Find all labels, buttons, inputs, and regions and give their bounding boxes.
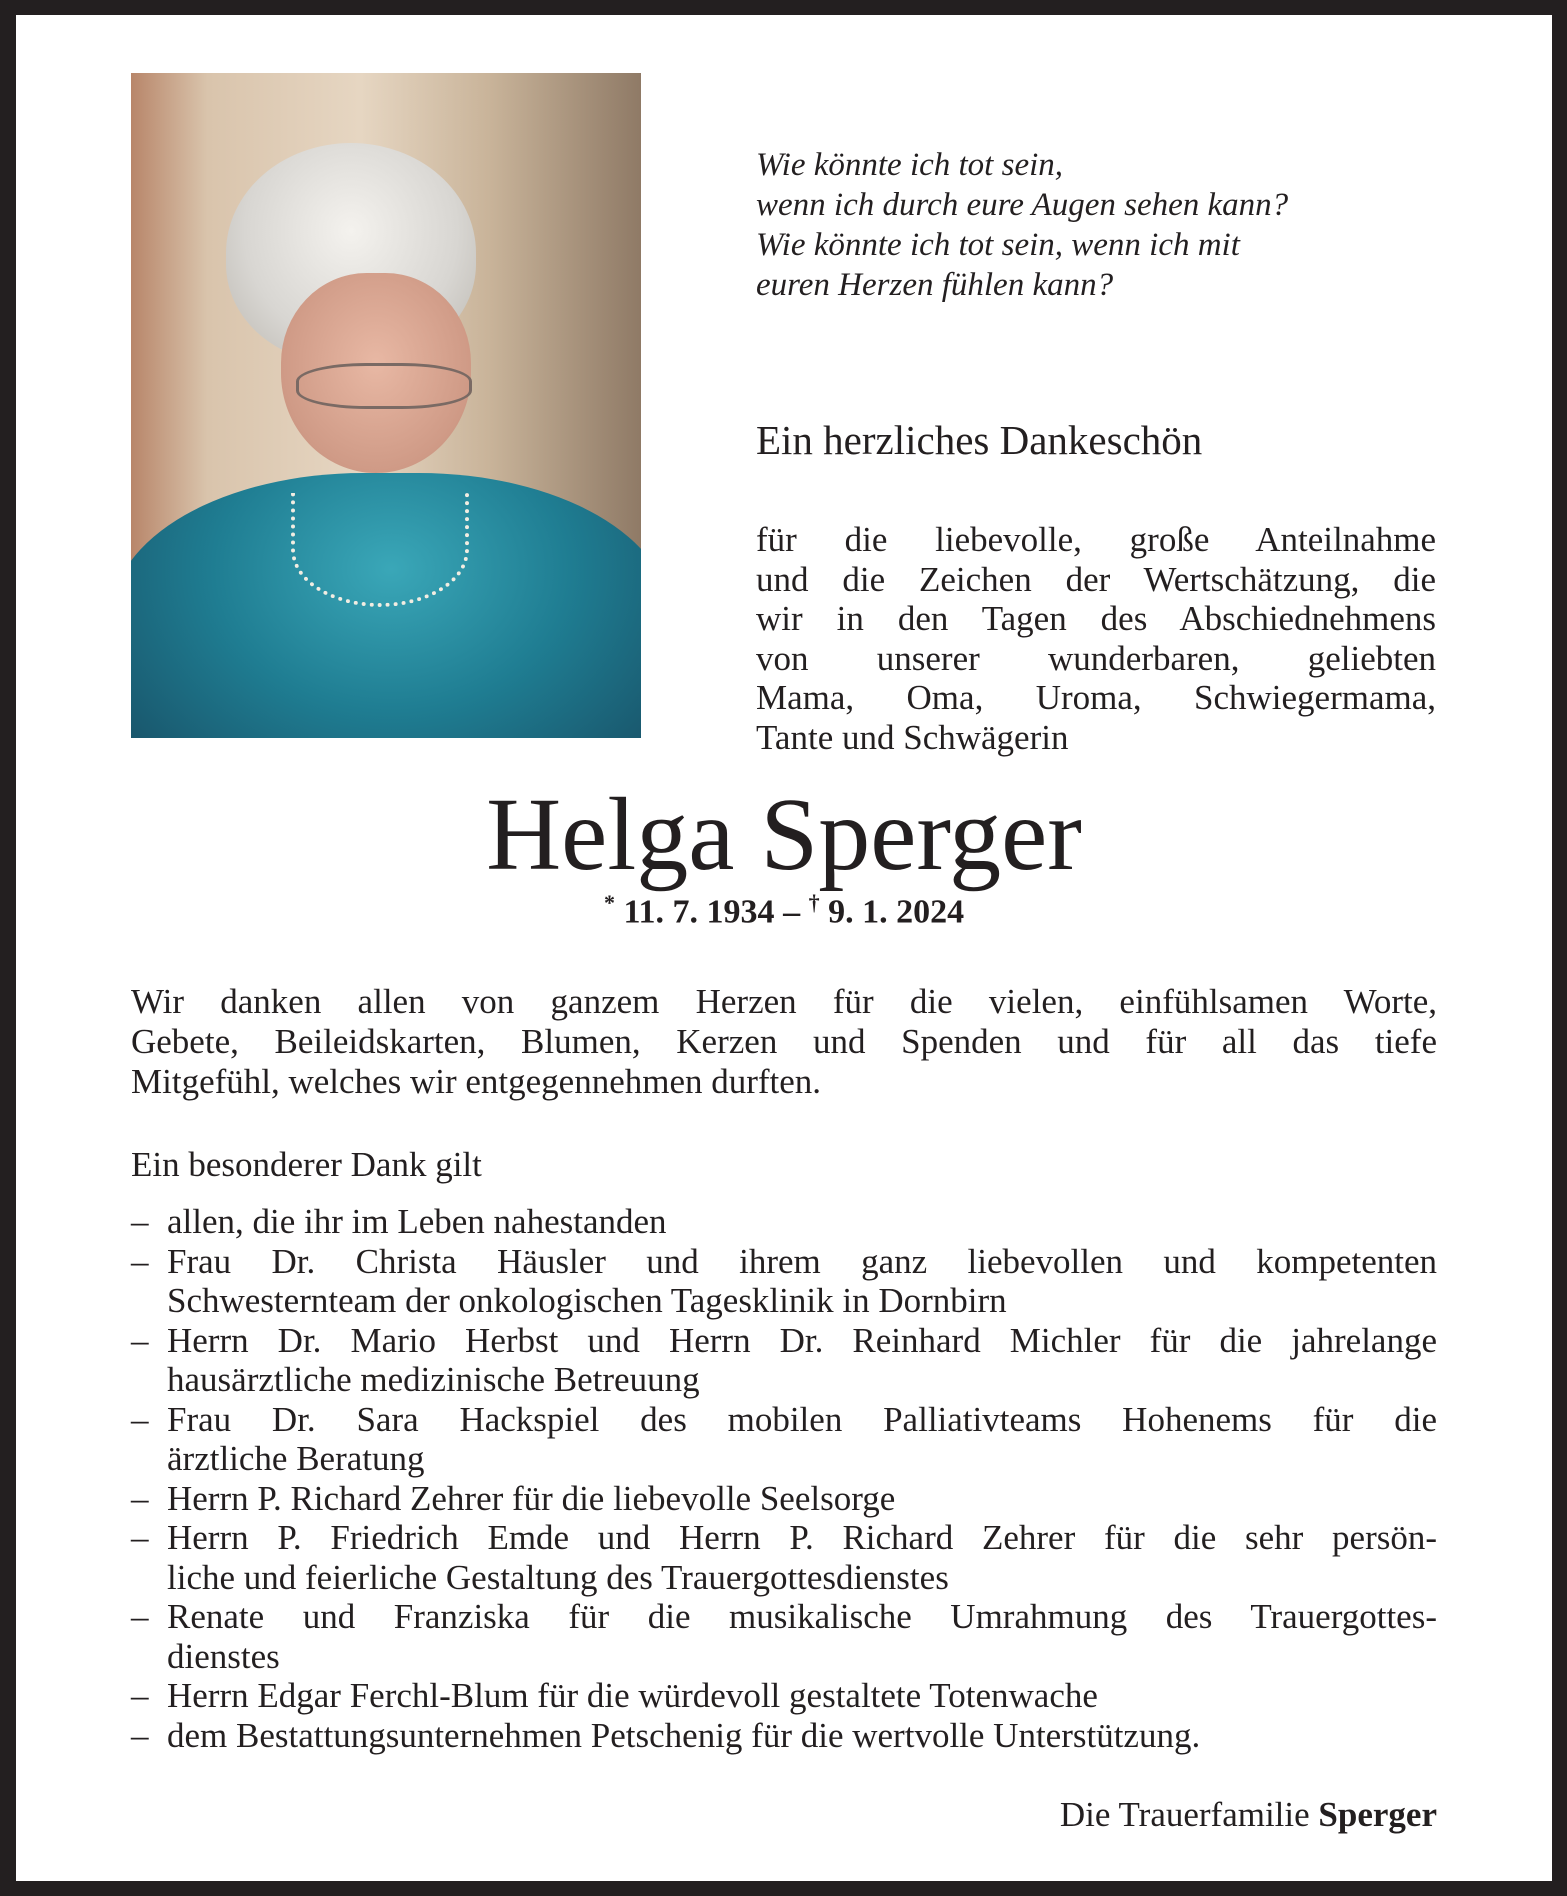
dash-bullet: –	[131, 1518, 149, 1557]
list-item-line: dienstes	[167, 1636, 280, 1676]
list-item-line: allen, die ihr im Leben nahestanden	[167, 1202, 667, 1241]
dash-bullet: –	[131, 1399, 149, 1439]
portrait-photo	[131, 73, 641, 738]
birth-date: 11. 7. 1934	[623, 893, 775, 931]
paragraph-line: Mama, Oma, Uroma, Schwiegermama,	[756, 678, 1436, 717]
dash-bullet: –	[131, 1478, 149, 1518]
list-item-line: Herrn Edgar Ferchl-Blum für die würdevoll gestaltete Totenwache	[167, 1676, 1098, 1715]
paragraph-line: von unserer wunderbaren, geliebten	[756, 638, 1436, 678]
list-item-line: Schwesternteam der onkologischen Tagesklinik in Dornbirn	[167, 1281, 1007, 1320]
list-item-line: hausärztliche medizinische Betreuung	[167, 1360, 700, 1399]
dash-bullet: –	[131, 1202, 149, 1241]
body-line: Wir danken allen von ganzem Herzen für die vielen, einfühlsamen Worte,	[131, 982, 1437, 1021]
thanks-paragraph	[756, 520, 1436, 757]
deceased-name: Helga Sperger	[486, 777, 1082, 892]
paragraph-line: Tante und Schwägerin	[756, 717, 1069, 757]
quote-line: wenn ich durch eure Augen sehen kann?	[756, 187, 1289, 223]
list-item	[131, 1321, 1437, 1400]
list-item-line: liche und feierliche Gestaltung des Trauergottesdienstes	[167, 1557, 949, 1597]
special-thanks-intro: Ein besonderer Dank gilt	[131, 1145, 482, 1184]
list-item-line: Renate und Franziska für die musikalische Umrahmung des Trauergottes-	[167, 1597, 1437, 1636]
list-item-line: dem Bestattungsunternehmen Petschenig für die wertvolle Unterstützung.	[167, 1715, 1201, 1755]
thanks-heading: Ein herzliches Dankeschön	[756, 417, 1203, 463]
birth-symbol: *	[603, 890, 615, 915]
paragraph-line: wir in den Tagen des Abschiednehmens	[756, 599, 1436, 638]
signature	[1060, 1795, 1437, 1835]
signature-family: Sperger	[1318, 1795, 1437, 1834]
list-item	[131, 1242, 1437, 1321]
date-separator: –	[783, 893, 801, 931]
obituary-page	[16, 15, 1552, 1881]
dash-bullet: –	[131, 1241, 149, 1281]
list-item-line: Frau Dr. Sara Hackspiel des mobilen Palliativteams Hohenems für die	[167, 1399, 1437, 1439]
list-item	[131, 1676, 1437, 1716]
signature-prefix: Die Trauerfamilie	[1059, 1795, 1310, 1834]
list-item	[131, 1479, 1437, 1519]
list-item-line: ärztliche Beratung	[167, 1439, 425, 1478]
quote-line: Wie könnte ich tot sein, wenn ich mit	[756, 227, 1240, 263]
special-thanks-list	[131, 1202, 1437, 1755]
dash-bullet: –	[131, 1715, 149, 1755]
dash-bullet: –	[131, 1676, 149, 1715]
list-item	[131, 1202, 1437, 1242]
list-item	[131, 1716, 1437, 1756]
list-item	[131, 1597, 1437, 1676]
list-item	[131, 1518, 1437, 1597]
list-item-line: Frau Dr. Christa Häusler und ihrem ganz liebevollen und kompetenten	[167, 1241, 1437, 1281]
life-dates	[16, 883, 1552, 932]
body-line: Gebete, Beileidskarten, Blumen, Kerzen und Spenden und für all das tiefe	[131, 1022, 1437, 1061]
list-item-line: Herrn P. Richard Zehrer für die liebevolle Seelsorge	[167, 1478, 896, 1518]
quote-line: Wie könnte ich tot sein,	[756, 147, 1064, 183]
quote	[756, 145, 1288, 305]
paragraph-line: für die liebevolle, große Anteilnahme	[756, 520, 1436, 559]
death-symbol: †	[808, 890, 820, 915]
dash-bullet: –	[131, 1320, 149, 1360]
paragraph-line: und die Zeichen der Wertschätzung, die	[756, 559, 1436, 599]
body-line: Mitgefühl, welches wir entgegennehmen durften.	[131, 1062, 822, 1101]
body-paragraph	[131, 982, 1437, 1102]
list-item	[131, 1400, 1437, 1479]
dash-bullet: –	[131, 1597, 149, 1636]
list-item-line: Herrn Dr. Mario Herbst und Herrn Dr. Reinhard Michler für die jahrelange	[167, 1320, 1437, 1360]
quote-line: euren Herzen fühlen kann?	[756, 267, 1114, 303]
list-item-line: Herrn P. Friedrich Emde und Herrn P. Richard Zehrer für die sehr persön-	[167, 1518, 1437, 1557]
death-date: 9. 1. 2024	[828, 893, 965, 931]
